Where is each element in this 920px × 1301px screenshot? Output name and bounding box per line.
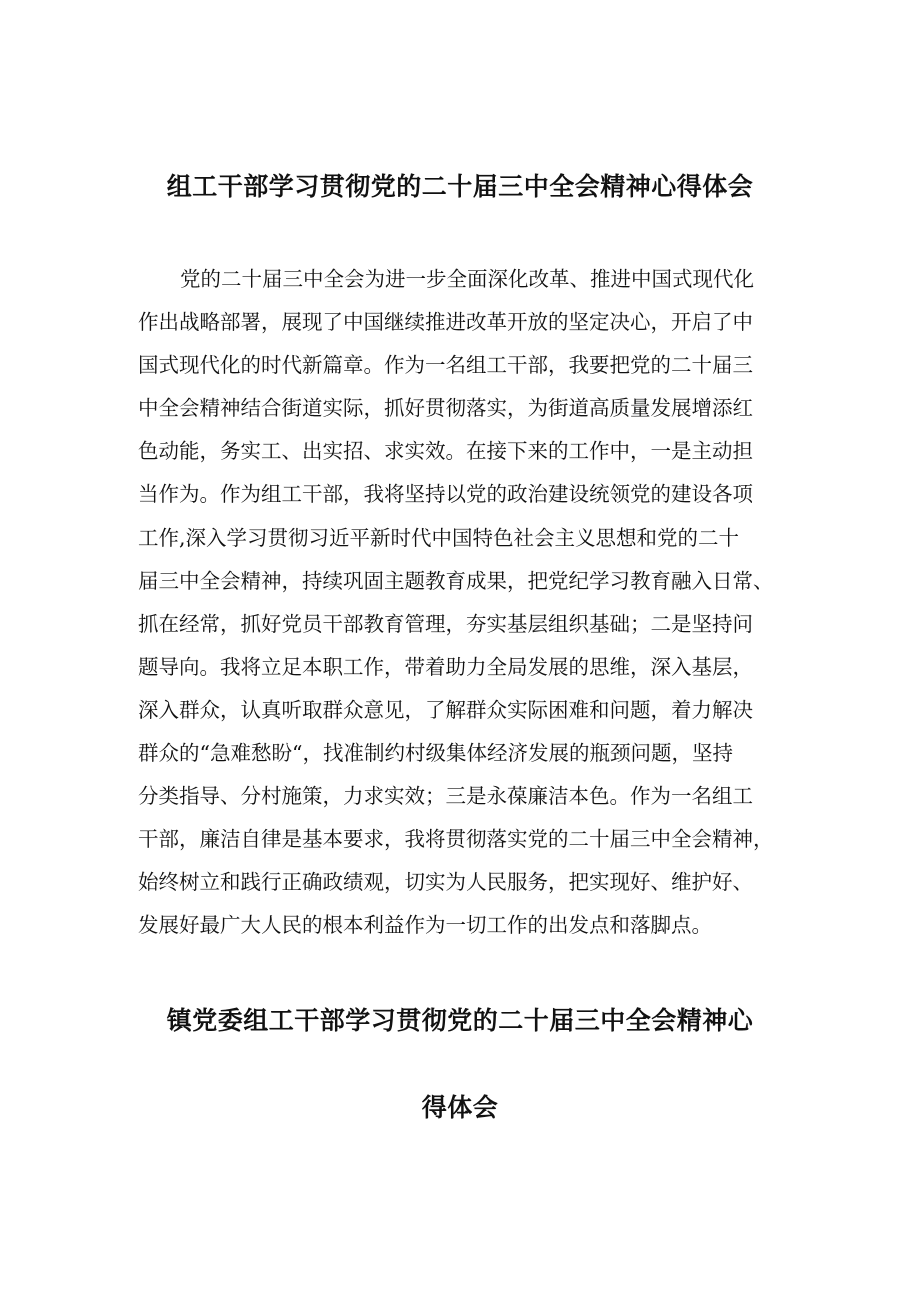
paragraph-line: 党的二十届三中全会为进一步全面深化改革、推进中国式现代化 <box>180 267 754 291</box>
paragraph-line: 作出战略部署，展现了中国继续推进改革开放的坚定决心，开启了中 <box>138 310 753 335</box>
paragraph-line: 深入群众，认真听取群众意见，了解群众实际困难和问题，着力解决 <box>138 697 753 722</box>
paragraph-line: 中全会精神结合街道实际，抓好贯彻落实，为街道高质量发展增添红 <box>138 396 753 421</box>
paragraph-line: 干部，廉洁自律是基本要求，我将贯彻落实党的二十届三中全会精神， <box>138 827 774 852</box>
second-title-line1: 镇党委组工干部学习贯彻党的二十届三中全会精神心 <box>166 1006 754 1035</box>
paragraph-line: 色动能，务实工、出实招、求实效。在接下来的工作中，一是主动担 <box>138 439 753 464</box>
paragraph-line: 题导向。我将立足本职工作，带着助力全局发展的思维，深入基层， <box>138 654 753 679</box>
paragraph-line: 群众的“急难愁盼“，找准制约村级集体经济发展的瓶颈问题，坚持 <box>138 741 733 766</box>
paragraph-line: 分类指导、分村施策，力求实效；三是永葆廉洁本色。作为一名组工 <box>138 784 753 809</box>
body-paragraph <box>138 258 788 948</box>
paragraph-line: 工作,深入学习贯彻习近平新时代中国特色社会主义思想和党的二十 <box>138 525 740 550</box>
paragraph-line: 届三中全会精神，持续巩固主题教育成果，把党纪学习教育融入日常、 <box>138 568 774 593</box>
paragraph-line: 国式现代化的时代新篇章。作为一名组工干部，我要把党的二十届三 <box>138 353 753 378</box>
paragraph-line: 当作为。作为组工干部，我将坚持以党的政治建设统领党的建设各项 <box>138 482 753 507</box>
paragraph-line: 发展好最广大人民的根本利益作为一切工作的出发点和落脚点。 <box>138 913 712 938</box>
second-title-line2: 得体会 <box>421 1093 499 1122</box>
paragraph-line: 始终树立和践行正确政绩观，切实为人民服务，把实现好、维护好、 <box>138 870 753 895</box>
document-title: 组工干部学习贯彻党的二十届三中全会精神心得体会 <box>166 172 754 201</box>
paragraph-line: 抓在经常，抓好党员干部教育管理，夯实基层组织基础；二是坚持问 <box>138 611 753 636</box>
